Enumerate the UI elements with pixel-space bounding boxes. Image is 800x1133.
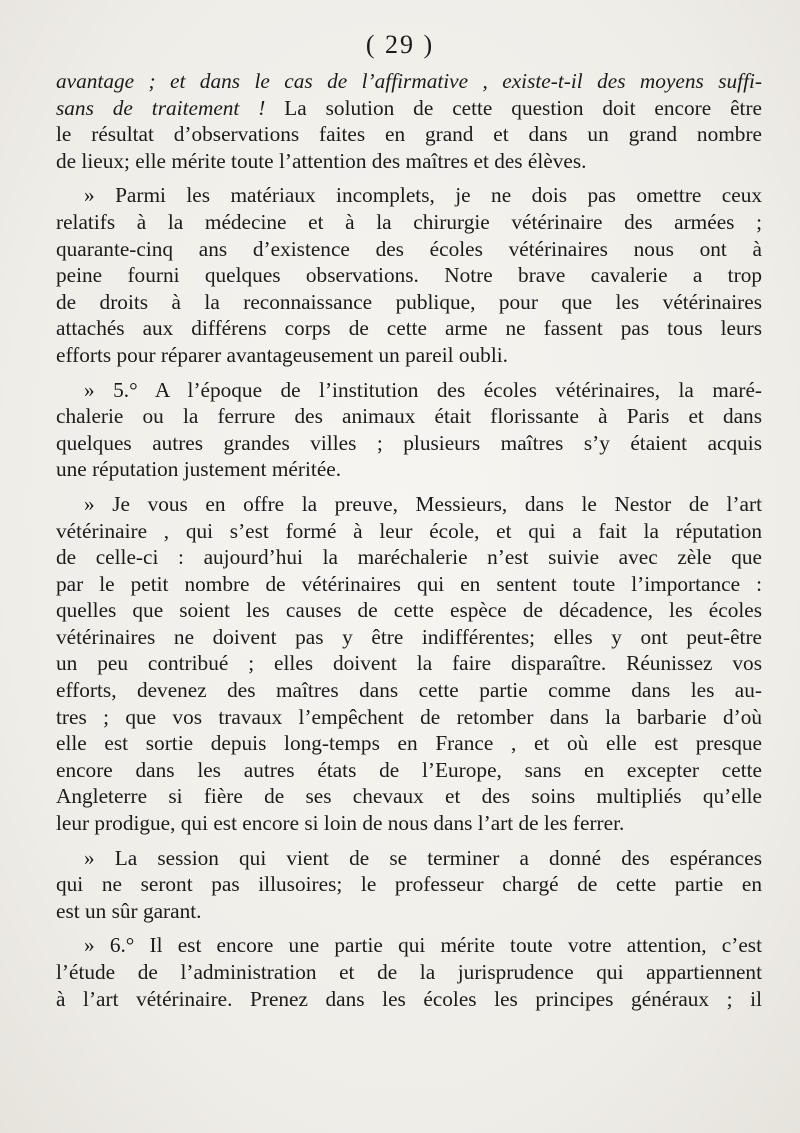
text-line	[56, 430, 762, 457]
text-line	[56, 95, 762, 122]
text-run: efforts pour réparer avantageusement un pareil oubli.	[56, 342, 508, 367]
text-line	[56, 68, 762, 95]
paragraph	[56, 845, 762, 925]
text-line	[56, 871, 762, 898]
text-run: attachés aux différens corps de cette arme ne fassent pas tous leurs	[56, 316, 762, 341]
text-run: tres ; que vos travaux l’empêchent de retomber dans la barbarie d’où	[56, 704, 762, 729]
text-line	[56, 845, 762, 872]
text-line	[56, 597, 762, 624]
text-line	[56, 783, 762, 810]
text-line	[56, 182, 762, 209]
paragraph	[56, 491, 762, 837]
paragraph	[56, 68, 762, 174]
text-line	[56, 898, 762, 925]
text-run: quarante-cinq ans d’existence des écoles vétérinaires nous ont à	[56, 236, 762, 261]
text-line	[56, 342, 762, 369]
text-run: une réputation justement méritée.	[56, 457, 342, 482]
text-line	[56, 677, 762, 704]
text-run: efforts, devenez des maîtres dans cette partie comme dans les au-	[56, 678, 762, 703]
text-line	[56, 986, 762, 1013]
paragraph-gap	[56, 837, 762, 845]
text-run: de lieux; elle mérite toute l’attention des maîtres et des élèves.	[56, 148, 587, 173]
text-run: par le petit nombre de vétérinaires qui en sentent toute l’importance :	[56, 571, 762, 596]
text-run: Angleterre si fière de ses chevaux et des soins multipliés qu’elle	[56, 784, 762, 809]
italic-text: sans de traitement !	[56, 95, 285, 120]
text-run: » 6.° Il est encore une partie qui mérite toute votre attention, c’est	[84, 933, 762, 958]
paragraph-gap	[56, 924, 762, 932]
text-run: » Je vous en offre la preuve, Messieurs, dans le Nestor de l’art	[84, 491, 762, 516]
paragraph-gap	[56, 369, 762, 377]
text-line	[56, 544, 762, 571]
text-line	[56, 377, 762, 404]
text-line	[56, 624, 762, 651]
text-run: quelles que soient les causes de cette espèce de décadence, les écoles	[56, 598, 762, 623]
text-line	[56, 209, 762, 236]
text-line	[56, 650, 762, 677]
body-text	[56, 68, 762, 1012]
text-line	[56, 932, 762, 959]
text-run: » 5.° A l’époque de l’institution des écoles vétérinaires, la maré-	[84, 377, 762, 402]
text-line	[56, 491, 762, 518]
text-line	[56, 704, 762, 731]
text-run: leur prodigue, qui est encore si loin de nous dans l’art de les ferrer.	[56, 811, 625, 836]
text-run: chalerie ou la ferrure des animaux était florissante à Paris et dans	[56, 404, 762, 429]
text-run: l’étude de l’administration et de la jurisprudence qui appartiennent	[56, 960, 762, 984]
text-run: le résultat d’observations faites en grand et dans un grand nombre	[56, 122, 762, 147]
text-line	[56, 456, 762, 483]
text-run: relatifs à la médecine et à la chirurgie vétérinaire des armées ;	[56, 209, 762, 234]
text-line	[56, 518, 762, 545]
text-line	[56, 148, 762, 175]
paragraph-gap	[56, 174, 762, 182]
text-run: » La session qui vient de se terminer a donné des espérances	[84, 845, 762, 870]
text-run: de celle-ci : aujourd’hui la maréchalerie n’est suivie avec zèle que	[56, 545, 762, 570]
text-run: La solution de cette question doit encore être	[284, 95, 762, 120]
text-run: » Parmi les matériaux incomplets, je ne dois pas omettre ceux	[84, 183, 762, 208]
text-line	[56, 571, 762, 598]
text-run: quelques autres grandes villes ; plusieurs maîtres s’y étaient acquis	[56, 430, 762, 455]
text-run: à l’art vétérinaire. Prenez dans les écoles les principes généraux ; il	[56, 986, 762, 1011]
text-line	[56, 810, 762, 837]
text-line	[56, 959, 762, 986]
text-run: elle est sortie depuis long-temps en France , et où elle est presque	[56, 731, 762, 756]
text-line	[56, 730, 762, 757]
text-run: est un sûr garant.	[56, 898, 202, 923]
text-run: peine fourni quelques observations. Notre brave cavalerie a trop	[56, 263, 762, 288]
text-run: encore dans les autres états de l’Europe, sans en excepter cette	[56, 757, 762, 782]
italic-text: avantage ; et dans le cas de l’affirmative , existe-t-il des moyens suffi-	[56, 69, 762, 93]
text-line	[56, 236, 762, 263]
text-run: un peu contribué ; elles doivent la faire disparaître. Réunissez vos	[56, 651, 762, 676]
page-number: ( 29 )	[365, 30, 435, 59]
text-line	[56, 757, 762, 784]
text-line	[56, 315, 762, 342]
text-line	[56, 403, 762, 430]
text-line	[56, 121, 762, 148]
paragraph-gap	[56, 483, 762, 491]
text-run: qui ne seront pas illusoires; le professeur chargé de cette partie en	[56, 872, 762, 897]
text-line	[56, 262, 762, 289]
paragraph	[56, 182, 762, 368]
paragraph	[56, 377, 762, 483]
text-run: vétérinaire , qui s’est formé à leur école, et qui a fait la réputation	[56, 518, 762, 543]
text-run: vétérinaires ne doivent pas y être indifférentes; elles y ont peut-être	[56, 624, 762, 649]
text-run: de droits à la reconnaissance publique, pour que les vétérinaires	[56, 289, 762, 314]
text-line	[56, 289, 762, 316]
paragraph	[56, 932, 762, 1012]
